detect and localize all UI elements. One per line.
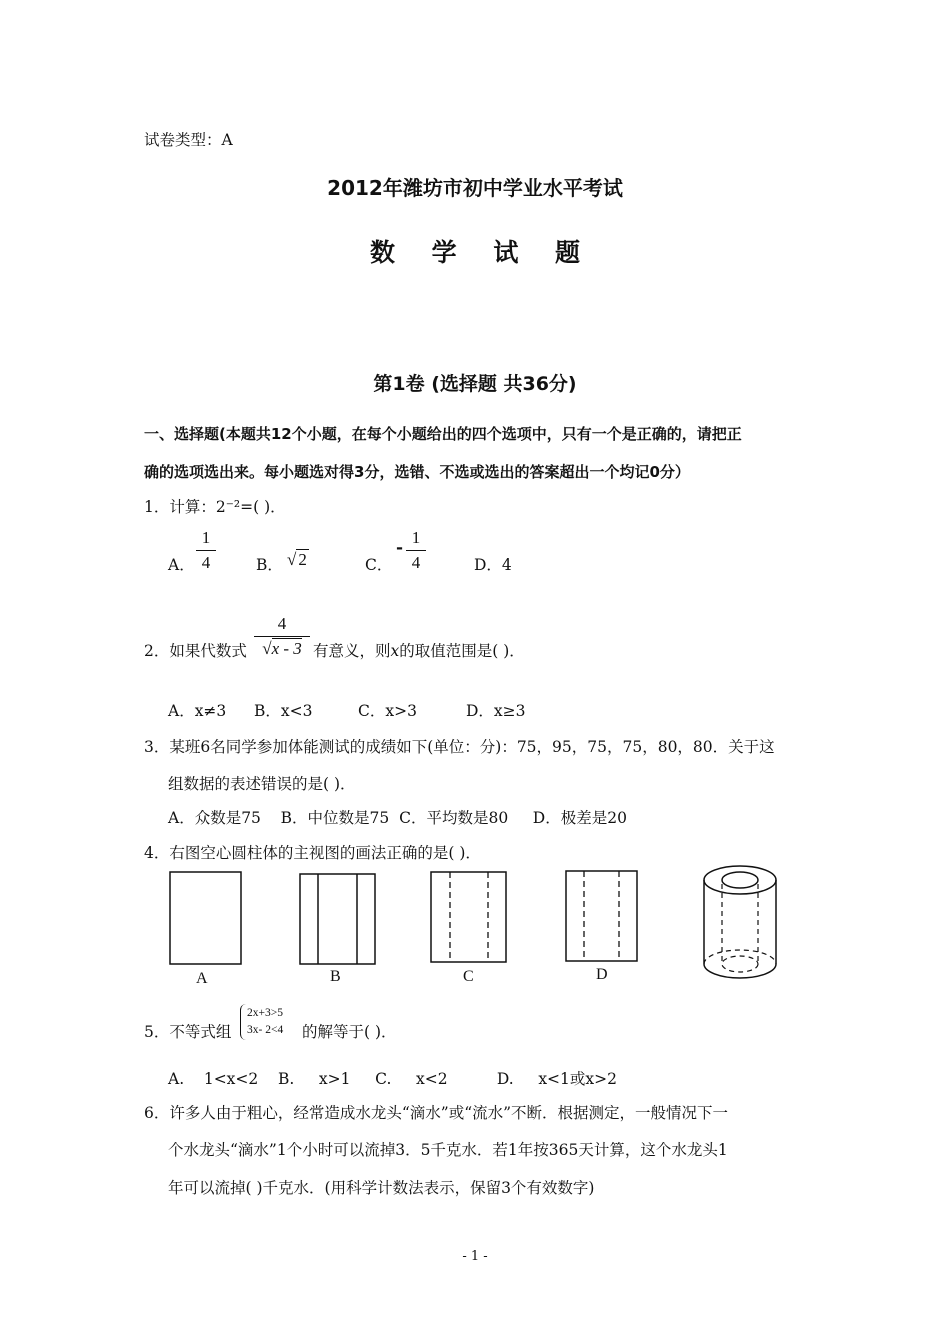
q5-inequality-2: 3x- 2<4 xyxy=(247,1024,284,1036)
figure-a xyxy=(170,872,241,964)
q2-stem-prefix: 2．如果代数式 xyxy=(144,642,247,660)
fraction-bar xyxy=(406,550,426,551)
q1-option-c-fraction xyxy=(406,528,426,573)
q2-variable: x xyxy=(390,642,400,660)
q2-fraction xyxy=(254,614,310,659)
q5-inequality-1: 2x+3>5 xyxy=(247,1007,283,1019)
q2-radicand: x - 3 xyxy=(271,639,302,658)
q1-option-a-label: A． xyxy=(168,556,195,574)
figure-d-label: D xyxy=(596,966,608,983)
subject-title: 数 学 试 题 xyxy=(369,238,595,267)
sqrt-icon: √ xyxy=(287,550,297,569)
q1-option-a-fraction xyxy=(196,528,216,573)
fraction-bar xyxy=(196,550,216,551)
q1-option-c-label: C． xyxy=(365,556,393,574)
exam-title: 2012年潍坊市初中学业水平考试 xyxy=(327,176,623,200)
q3-options: A．众数是75 B．中位数是75 C．平均数是80 D．极差是20 xyxy=(168,809,627,827)
q2-stem-middle: 有意义，则x的取值范围是( )． xyxy=(313,642,525,660)
q2-numerator: 4 xyxy=(277,614,287,633)
q1-option-b-sqrt xyxy=(287,550,309,570)
section-title: 第1卷 (选择题 共36分) xyxy=(373,373,577,395)
figure-d xyxy=(566,871,637,961)
q6-line-2: 个水龙头“滴水”1个小时可以流掉3．5千克水．若1年按365天计算，这个水龙头1 xyxy=(168,1141,728,1159)
q1-c-numerator: 1 xyxy=(411,528,421,547)
q5-options: A. 1<x<2 B. x>1 C. x<2 D. x<1或x>2 xyxy=(168,1070,618,1088)
q4-figures xyxy=(160,862,800,992)
paper-type: 试卷类型：A xyxy=(144,131,233,149)
sqrt-icon: √ xyxy=(262,639,272,658)
figure-b-label: B xyxy=(330,968,341,985)
q1-stem: 1．计算：2⁻²=( )． xyxy=(144,498,286,516)
q4-stem: 4．右图空心圆柱体的主视图的画法正确的是( )． xyxy=(144,844,481,862)
q1-c-sign: - xyxy=(396,538,404,558)
instructions-line-1: 一、选择题(本题共12个小题，在每个小题给出的四个选项中，只有一个是正确的，请把正 xyxy=(144,425,742,443)
q2-option-b: B．x<3 xyxy=(254,702,313,720)
fraction-bar xyxy=(254,636,310,637)
instructions-line-2: 确的选项选出来。每小题选对得3分，选错、不选或选出的答案超出一个均记0分） xyxy=(144,463,690,481)
q1-option-d: D．4 xyxy=(474,556,512,574)
q2-option-a: A．x≠3 xyxy=(168,702,227,720)
figure-c-label: C xyxy=(463,968,474,985)
figure-b xyxy=(300,874,375,964)
q2-option-d: D．x≥3 xyxy=(466,702,526,720)
figure-a-label: A xyxy=(196,970,208,987)
q2-option-c: C．x>3 xyxy=(358,702,417,720)
q1-c-denominator: 4 xyxy=(411,553,421,572)
figure-c xyxy=(431,872,506,962)
hollow-cylinder-figure xyxy=(704,866,776,978)
q2-denominator xyxy=(254,639,310,659)
page-number: - 1 - xyxy=(462,1249,488,1264)
q1-a-denominator: 4 xyxy=(201,553,211,572)
q6-line-3: 年可以流掉( )千克水．(用科学计数法表示，保留3个有效数字) xyxy=(168,1179,595,1197)
q1-b-radicand: 2 xyxy=(298,550,307,569)
q5-stem-suffix: 的解等于( )． xyxy=(302,1023,397,1041)
q1-option-b-label: B． xyxy=(256,556,283,574)
q5-stem-prefix: 5．不等式组 xyxy=(144,1023,232,1041)
q3-line-1: 3．某班6名同学参加体能测试的成绩如下(单位：分)：75，95，75，75，80，80．关于这 xyxy=(144,738,775,756)
q1-a-numerator: 1 xyxy=(201,528,211,547)
q3-line-2: 组数据的表述错误的是( )． xyxy=(168,775,356,793)
q6-line-1: 6．许多人由于粗心，经常造成水龙头“滴水”或“流水”不断．根据测定，一般情况下一 xyxy=(144,1104,729,1122)
